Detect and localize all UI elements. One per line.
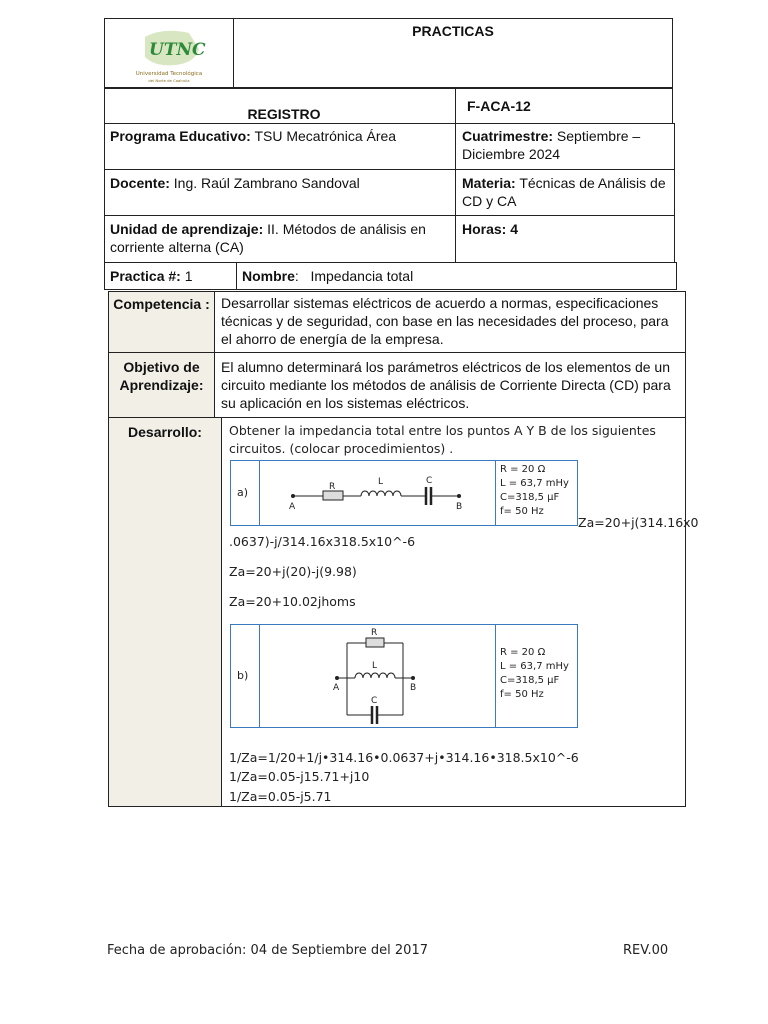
node-b-dot bbox=[457, 494, 461, 498]
logo-caption-2: del Norte de Coahuila bbox=[148, 78, 190, 83]
za-line-3: Za=20+j(20)-j(9.98) bbox=[229, 564, 357, 579]
zb-line-1: 1/Za=1/20+1/j•314.16•0.0637+j•314.16•318.5x10^-6 bbox=[229, 750, 579, 765]
objetivo-text: El alumno determinará los parámetros eléctricos de los elementos de un circuito mediante los métodos de análisis de Corriente Directa (CD) para su aplicación en los sistemas eléctricos. bbox=[221, 359, 671, 411]
circuit-a-diagram bbox=[230, 460, 578, 526]
desarrollo-label-cell bbox=[108, 417, 222, 807]
desarrollo-label: Desarrollo: bbox=[128, 424, 202, 440]
objetivo-label-cell bbox=[108, 352, 215, 418]
circuit-b-diagram bbox=[230, 624, 578, 728]
inductor-symbol bbox=[361, 491, 401, 496]
circuit-b-r-label: R bbox=[371, 628, 378, 638]
document-code: F-ACA-12 bbox=[467, 98, 531, 114]
objetivo-text-cell bbox=[214, 352, 686, 418]
circuit-b-node-b: B bbox=[410, 683, 417, 693]
desarrollo-instruction: Obtener la impedancia total entre los puntos A Y B de los siguientes circuitos. (colocar procedimientos) . bbox=[229, 423, 656, 456]
circuit-a-tag: a) bbox=[237, 486, 249, 499]
programa-value: TSU Mecatrónica Área bbox=[254, 128, 397, 144]
circuit-a-node-b: B bbox=[456, 502, 463, 512]
circuit-a-r-label: R bbox=[329, 482, 336, 492]
unidad-cell bbox=[104, 215, 456, 263]
cuatrimestre-cell bbox=[455, 123, 675, 170]
competencia-text: Desarrollar sistemas eléctricos de acuerdo a normas, especificaciones técnicas y de seguridad, con base en las necesidades del proceso, para el ahorro de energía de la empresa. bbox=[221, 295, 669, 347]
circuit-a-param-r: R = 20 Ω bbox=[500, 464, 546, 475]
circuit-b-param-r: R = 20 Ω bbox=[500, 647, 546, 658]
circuit-a-param-l: L = 63,7 mHy bbox=[500, 478, 569, 489]
practica-label: Practica #: bbox=[110, 268, 181, 284]
nombre-cell: Nombre: Impedancia total bbox=[236, 262, 677, 290]
competencia-label-cell bbox=[108, 291, 215, 353]
materia-value: Técnicas de Análisis de CD y CA bbox=[462, 175, 666, 209]
logo-wordmark: UTNC bbox=[149, 40, 206, 60]
nombre-label: Nombre bbox=[242, 268, 295, 284]
circuit-b-param-l: L = 63,7 mHy bbox=[500, 661, 569, 672]
page-title: PRACTICAS bbox=[412, 23, 494, 39]
approval-date: Fecha de aprobación: 04 de Septiembre del 2017 bbox=[107, 943, 428, 958]
circuit-a-c-label: C bbox=[426, 476, 433, 486]
node-a-dot bbox=[291, 494, 295, 498]
docente-value: Ing. Raúl Zambrano Sandoval bbox=[173, 175, 360, 191]
unidad-label: Unidad de aprendizaje: bbox=[110, 221, 264, 237]
inductor-symbol bbox=[355, 673, 395, 678]
programa-label: Programa Educativo: bbox=[110, 128, 251, 144]
materia-label: Materia: bbox=[462, 175, 516, 191]
circuit-b-param-c: C=318,5 µF bbox=[500, 675, 560, 686]
resistor-symbol bbox=[323, 491, 343, 500]
objetivo-label: Objetivo de Aprendizaje: bbox=[119, 359, 204, 393]
docente-cell bbox=[104, 169, 456, 216]
horas-cell bbox=[455, 215, 675, 263]
logo-caption: Universidad Tecnológica bbox=[135, 71, 203, 77]
resistor-symbol bbox=[366, 638, 384, 647]
practica-value: 1 bbox=[184, 268, 193, 284]
za-line-2: .0637)-j/314.16x318.5x10^-6 bbox=[229, 534, 416, 549]
practica-cell bbox=[104, 262, 237, 290]
circuit-b-l-label: L bbox=[372, 661, 378, 671]
registro-label: REGISTRO bbox=[247, 106, 321, 122]
circuit-a-node-a: A bbox=[289, 502, 296, 512]
za-line-1: Za=20+j(314.16x0 bbox=[578, 515, 699, 530]
circuit-a-param-f: f= 50 Hz bbox=[500, 506, 544, 517]
docente-label: Docente: bbox=[110, 175, 170, 191]
circuit-b-node-a: A bbox=[333, 683, 340, 693]
cuatrimestre-label: Cuatrimestre: bbox=[462, 128, 554, 144]
circuit-b-param-f: f= 50 Hz bbox=[500, 689, 544, 700]
horas-label: Horas: 4 bbox=[462, 221, 519, 237]
zb-line-3: 1/Za=0.05-j5.71 bbox=[229, 789, 332, 804]
circuit-b-c-label: C bbox=[371, 696, 378, 706]
circuit-a-param-c: C=318,5 µF bbox=[500, 492, 560, 503]
revision: REV.00 bbox=[623, 943, 669, 958]
circuit-a-l-label: L bbox=[378, 477, 384, 487]
competencia-text-cell bbox=[214, 291, 686, 353]
cuatrimestre-value: Septiembre – Diciembre 2024 bbox=[462, 128, 641, 162]
logo-cell bbox=[104, 18, 234, 88]
programa-cell bbox=[104, 123, 456, 170]
materia-cell bbox=[455, 169, 675, 216]
university-logo bbox=[105, 19, 233, 87]
zb-line-2: 1/Za=0.05-j15.71+j10 bbox=[229, 769, 370, 784]
za-line-4: Za=20+10.02jhoms bbox=[229, 594, 356, 609]
nombre-value: Impedancia total bbox=[310, 268, 414, 284]
competencia-label: Competencia : bbox=[113, 296, 210, 312]
unidad-value: II. Métodos de análisis en corriente alterna (CA) bbox=[110, 221, 426, 255]
circuit-b-tag: b) bbox=[237, 669, 249, 682]
